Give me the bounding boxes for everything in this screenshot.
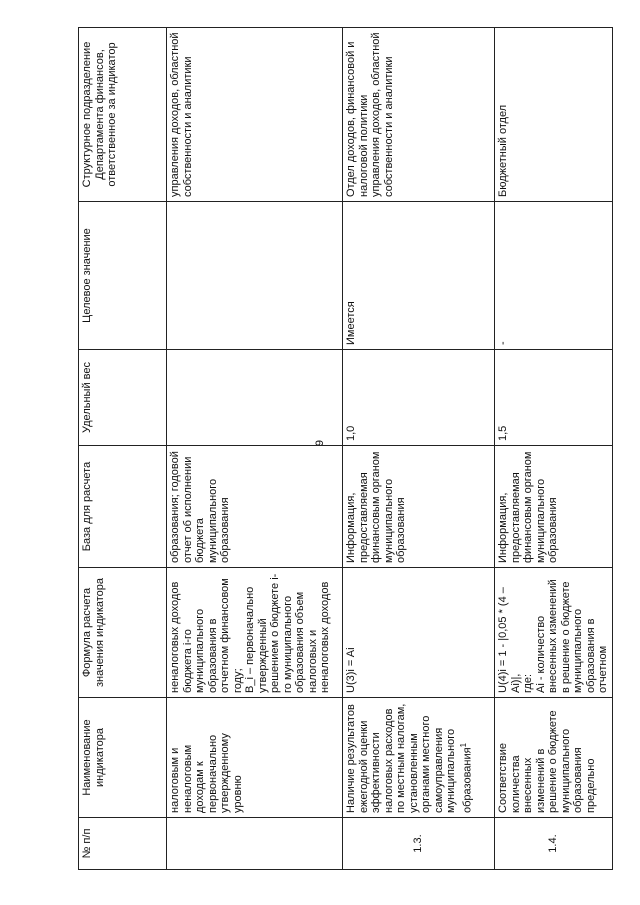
row-base: Информация, предоставляемая финансовым органом муниципального образования (343, 446, 495, 568)
row-target: - (495, 202, 613, 350)
row-formula: U(3)i = Ai (343, 568, 495, 698)
rotated-page (78, 28, 609, 870)
row-dept: управления доходов, областной собственности и аналитики (167, 28, 343, 202)
header-weight: Удельный вес (79, 350, 167, 446)
row-name: Соответствие количества внесенных изменений в решение о бюджете муниципального образования предельно (495, 698, 613, 818)
footnote-mark: 1 (458, 742, 468, 748)
table-header-row (79, 28, 167, 870)
table-row (495, 28, 613, 870)
page-number: 9 (314, 439, 326, 447)
indicator-table (78, 27, 613, 870)
row-dept: Бюджетный отдел (495, 28, 613, 202)
row-weight: 1,0 (343, 350, 495, 446)
row-dept: Отдел доходов, финансовой и налоговой политики управления доходов, областной собственности и аналитики (343, 28, 495, 202)
table-row (167, 28, 343, 870)
row-formula: U(4)i = 1 - |0,05 * (4 – Ai)|, где: Ai - количество внесенных изменений в решение о бюджете муниципального образования в отчетном (495, 568, 613, 698)
row-target (167, 202, 343, 350)
table-row (343, 28, 495, 870)
header-dept: Структурное подразделение Департамента финансов, ответственное за индикатор (79, 28, 167, 202)
row-base: Информация, предоставляемая финансовым органом муниципального образования (495, 446, 613, 568)
header-formula: Формула расчета значения индикатора (79, 568, 167, 698)
header-base: База для расчета (79, 446, 167, 568)
header-num: № п/п (79, 818, 167, 870)
row-formula: неналоговых доходов бюджета i-го муниципального образования в отчетном финансовом году; B_i – первоначально утвержденный решением о бюджете i-го муниципального образования объем налоговых и неналоговых доходов (167, 568, 343, 698)
row-name: Наличие результатов ежегодной оценки эффективности налоговых расходов по местным налогам, установленным органами местного самоуправления муниципального образования$^1$ (343, 698, 495, 818)
row-weight: 1,5 (495, 350, 613, 446)
header-name: Наименование индикатора (79, 698, 167, 818)
row-num: 1.3. (343, 818, 495, 870)
row-weight (167, 350, 343, 446)
row-base: образования; годовой отчет об исполнении бюджета муниципального образования (167, 446, 343, 568)
row-name: налоговым и неналоговым доходам к первоначально утвержденному уровню (167, 698, 343, 818)
row-num (167, 818, 343, 870)
row-target: Имеется (343, 202, 495, 350)
header-target: Целевое значение (79, 202, 167, 350)
row-num: 1.4. (495, 818, 613, 870)
table-container (78, 28, 609, 870)
